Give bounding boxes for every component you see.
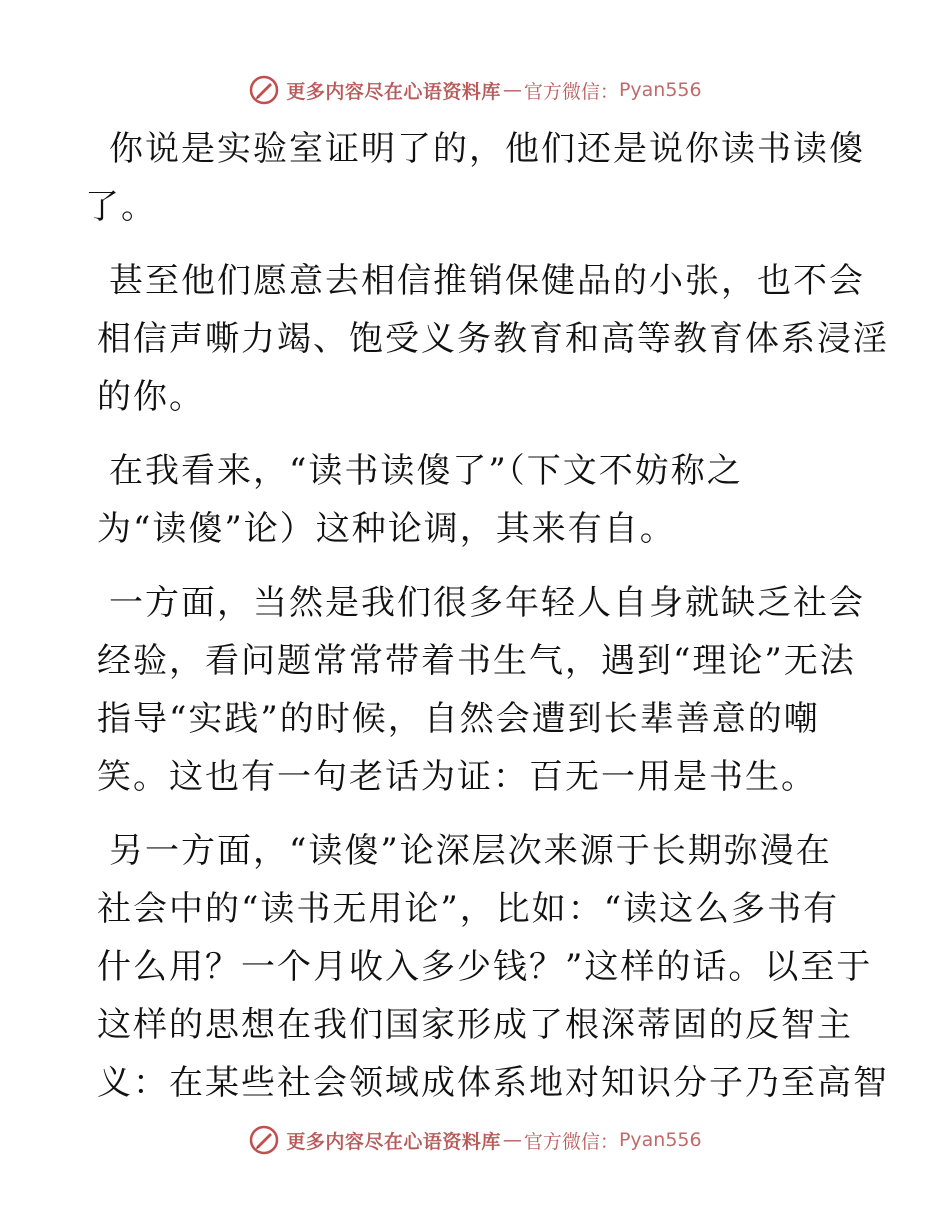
header-contact-id: Pyan556 <box>618 79 702 101</box>
footer-contact-label: 官方微信： <box>523 1130 619 1153</box>
text-line: 相信声嘶力竭、饱受义务教育和高等教育体系浸淫 <box>97 319 889 359</box>
text-line: 经验，看问题常常带着书生气，遇到“理论”无法 <box>97 641 856 681</box>
document-body <box>85 120 889 1128</box>
text-line: 什么用？一个月收入多少钱？”这样的话。以至于 <box>97 947 873 987</box>
text-line: 为“读傻”论）这种论调，其来有自。 <box>97 509 676 549</box>
text-line: 了。 <box>85 187 157 227</box>
paragraph-5 <box>97 822 889 1112</box>
text-line: 你说是实验室证明了的，他们还是说你读书读傻 <box>109 129 865 169</box>
header-contact-label: 官方微信： <box>523 80 619 103</box>
text-line: 一方面，当然是我们很多年轻人自身就缺乏社会 <box>109 583 865 623</box>
footer-banner <box>0 1120 950 1160</box>
pen-circle-logo-icon <box>248 74 280 106</box>
paragraph-4 <box>97 574 865 806</box>
text-line: 在我看来，“读书读傻了”（下文不妨称之 <box>109 451 743 491</box>
footer-banner-text: 更多内容尽在心语资料库 <box>286 1130 501 1153</box>
text-line: 甚至他们愿意去相信推销保健品的小张，也不会 <box>109 261 865 301</box>
text-line: 社会中的“读书无用论”，比如：“读这么多书有 <box>97 889 840 929</box>
text-line: 笑。这也有一句老话为证：百无一用是书生。 <box>97 757 817 797</box>
paragraph-3 <box>97 442 857 558</box>
text-line: 的你。 <box>97 377 205 417</box>
text-line: 这样的思想在我们国家形成了根深蒂固的反智主 <box>97 1005 853 1045</box>
paragraph-2 <box>97 252 889 426</box>
text-line: 另一方面，“读傻”论深层次来源于长期弥漫在 <box>109 831 832 871</box>
footer-banner-dash: — <box>502 1129 522 1151</box>
header-banner <box>0 70 950 110</box>
header-banner-text: 更多内容尽在心语资料库 <box>286 80 501 103</box>
header-banner-dash: — <box>502 79 522 101</box>
text-line: 指导“实践”的时候，自然会遭到长辈善意的嘲 <box>97 699 820 739</box>
pen-circle-logo-icon <box>248 1124 280 1156</box>
footer-contact-id: Pyan556 <box>618 1129 702 1151</box>
text-line: 义：在某些社会领域成体系地对知识分子乃至高智 <box>97 1063 889 1103</box>
paragraph-1 <box>85 120 865 236</box>
